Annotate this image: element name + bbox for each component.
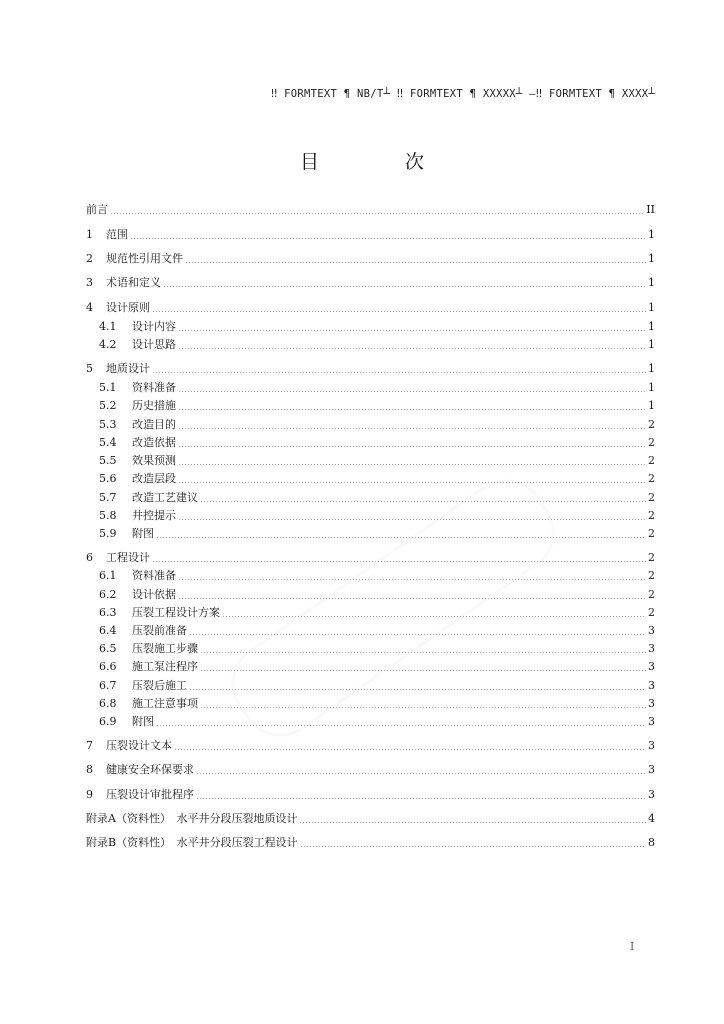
toc-entry-label: 工程设计	[106, 551, 150, 564]
toc-entry-title	[99, 509, 176, 523]
toc-leader-dots	[152, 561, 646, 562]
toc-entry-title	[86, 836, 298, 850]
toc-entry-title	[99, 399, 176, 413]
toc-entry-page: 3	[648, 660, 655, 673]
page-number: I	[630, 940, 635, 953]
toc-entry-title	[99, 454, 176, 468]
toc-entry-page: 3	[648, 624, 655, 637]
toc-entry-title	[86, 763, 194, 777]
toc-entry-title	[99, 491, 198, 505]
toc-leader-dots	[178, 446, 646, 447]
toc-entry-title	[99, 418, 176, 432]
toc-entry-title	[99, 527, 154, 541]
toc-leader-dots	[200, 670, 646, 671]
toc-entry-page: II	[646, 203, 655, 216]
toc-entry-title	[99, 660, 198, 674]
toc-leader-dots	[185, 262, 646, 263]
toc-entry-page: 8	[648, 836, 655, 849]
toc-entry[interactable]	[99, 470, 655, 486]
toc-entry-number: 7	[86, 739, 93, 752]
toc-entry[interactable]	[86, 737, 655, 753]
toc-leader-dots	[178, 579, 646, 580]
toc-entry-title	[99, 624, 187, 638]
toc-entry-title	[99, 642, 198, 656]
toc-entry-page: 1	[648, 228, 655, 241]
toc-leader-dots	[299, 822, 646, 823]
toc-entry-page: 3	[648, 788, 655, 801]
toc-entry[interactable]	[99, 695, 655, 711]
toc-entry-label: 资料准备	[132, 381, 176, 394]
toc-entry-label: 资料准备	[132, 569, 176, 582]
toc-entry-label: 术语和定义	[106, 276, 161, 289]
toc-leader-dots	[178, 598, 646, 599]
toc-entry-label: 压裂设计文本	[106, 739, 172, 752]
toc-leader-dots	[300, 846, 646, 847]
toc-entry[interactable]	[99, 379, 655, 395]
toc-entry[interactable]	[86, 810, 655, 826]
toc-entry[interactable]	[99, 416, 655, 432]
toc-entry-page: 2	[648, 527, 655, 540]
toc-entry[interactable]	[86, 834, 655, 850]
toc-entry-number: 6.4	[99, 624, 117, 637]
toc-entry-label: 压裂后施工	[132, 679, 187, 692]
toc-entry-number: 3	[86, 276, 93, 289]
toc-entry-page: 1	[648, 301, 655, 314]
toc-entry-title	[86, 362, 150, 376]
toc-leader-dots	[156, 725, 646, 726]
toc-leader-dots	[110, 213, 644, 214]
toc-entry-page: 2	[648, 472, 655, 485]
toc-entry-label: 压裂施工步骤	[132, 642, 198, 655]
toc-entry-page: 2	[648, 551, 655, 564]
toc-entry-title	[99, 338, 176, 352]
toc-leader-dots	[178, 348, 646, 349]
toc-entry-title	[99, 569, 176, 583]
toc-leader-dots	[178, 428, 646, 429]
toc-entry-label: 附图	[132, 715, 154, 728]
toc-entry-number: 4.2	[99, 338, 117, 351]
toc-leader-dots	[196, 798, 646, 799]
toc-entry-page: 2	[648, 509, 655, 522]
toc-entry-title	[86, 788, 194, 802]
toc-leader-dots	[178, 464, 646, 465]
toc-entry-number: 5.6	[99, 472, 117, 485]
toc-entry-number: 5.7	[99, 491, 117, 504]
toc-entry-page: 3	[648, 763, 655, 776]
toc-entry-number: 5	[86, 362, 93, 375]
toc-entry-title	[99, 679, 187, 693]
toc-entry-label: 地质设计	[106, 362, 150, 375]
toc-entry-page: 2	[648, 569, 655, 582]
toc-entry[interactable]	[86, 274, 655, 290]
toc-entry-number: 4.1	[99, 320, 117, 333]
toc-entry-number: 9	[86, 788, 93, 801]
toc-entry-page: 2	[648, 418, 655, 431]
toc-entry[interactable]	[99, 434, 655, 450]
toc-entry-title	[86, 228, 128, 242]
toc-leader-dots	[200, 501, 646, 502]
toc-entry-number: 6.2	[99, 588, 117, 601]
toc-entry-page: 3	[648, 739, 655, 752]
toc-entry[interactable]	[99, 336, 655, 352]
toc-entry[interactable]	[99, 318, 655, 334]
toc-entry-title	[99, 381, 176, 395]
toc-entry[interactable]	[99, 452, 655, 468]
toc-entry-label: 效果预测	[132, 454, 176, 467]
toc-leader-dots	[178, 391, 646, 392]
toc-entry-number: 6.3	[99, 606, 117, 619]
toc-entry-label: 范围	[106, 228, 128, 241]
toc-entry-label: 改造依据	[132, 436, 176, 449]
toc-entry[interactable]	[99, 397, 655, 413]
toc-entry-page: 2	[648, 491, 655, 504]
toc-entry-number: 1	[86, 228, 93, 241]
toc-entry-page: 1	[648, 381, 655, 394]
toc-entry-number: 5.9	[99, 527, 117, 540]
toc-entry-page: 3	[648, 642, 655, 655]
toc-entry[interactable]	[86, 226, 655, 242]
toc-entry-page: 1	[648, 252, 655, 265]
toc-entry[interactable]	[86, 549, 655, 565]
toc-entry-label: 改造工艺建议	[132, 491, 198, 504]
toc-entry[interactable]	[99, 658, 655, 674]
toc-entry-title	[99, 436, 176, 450]
toc-entry[interactable]	[99, 489, 655, 505]
toc-entry-number: 6.8	[99, 697, 117, 710]
toc-entry-title	[86, 301, 150, 315]
toc-entry-page: 2	[648, 588, 655, 601]
toc-leader-dots	[196, 773, 646, 774]
toc-entry-page: 2	[648, 436, 655, 449]
toc-entry-title	[99, 697, 198, 711]
toc-entry-number: 6.7	[99, 679, 117, 692]
toc-leader-dots	[152, 372, 646, 373]
toc-entry[interactable]	[99, 677, 655, 693]
toc-entry-label: 附图	[132, 527, 154, 540]
toc-entry[interactable]	[99, 567, 655, 583]
toc-entry-label: 设计内容	[132, 320, 176, 333]
toc-entry-number: 8	[86, 763, 93, 776]
toc-leader-dots	[130, 238, 646, 239]
toc-entry-title	[86, 739, 172, 753]
toc-entry[interactable]	[86, 299, 655, 315]
toc-entry-number: 6.9	[99, 715, 117, 728]
toc-leader-dots	[189, 634, 646, 635]
page-title: 目 次	[299, 151, 465, 173]
toc-entry-page: 3	[648, 697, 655, 710]
toc-entry-label: 附录B（资料性） 水平井分段压裂工程设计	[86, 836, 298, 849]
toc-entry-title	[99, 320, 176, 334]
toc-leader-dots	[222, 616, 646, 617]
toc-leader-dots	[178, 519, 646, 520]
toc-entry-number: 6.6	[99, 660, 117, 673]
toc-entry-page: 1	[648, 362, 655, 375]
toc-entry-title	[99, 588, 176, 602]
toc-entry-title	[86, 203, 108, 217]
toc-entry-number: 5.8	[99, 509, 117, 522]
document-header: ‼ FORMTEXT ¶ NB/T┴ ‼ FORMTEXT ¶ XXXXX┴ —‼ FORMTEXT ¶ XXXX┴	[270, 88, 655, 100]
toc-entry[interactable]	[99, 622, 655, 638]
toc-entry[interactable]	[86, 201, 655, 217]
toc-leader-dots	[178, 330, 646, 331]
toc-entry[interactable]	[86, 250, 655, 266]
toc-entry-label: 压裂设计审批程序	[106, 788, 194, 801]
toc-entry-number: 4	[86, 301, 93, 314]
toc-entry-title	[86, 252, 183, 266]
toc-leader-dots	[189, 689, 646, 690]
toc-entry-number: 6.1	[99, 569, 117, 582]
toc-entry-number: 5.4	[99, 436, 117, 449]
toc-entry-page: 3	[648, 679, 655, 692]
toc-entry-label: 规范性引用文件	[106, 252, 183, 265]
toc-entry-label: 设计思路	[132, 338, 176, 351]
toc-entry-label: 改造目的	[132, 418, 176, 431]
toc-leader-dots	[200, 652, 646, 653]
toc-entry-page: 1	[648, 338, 655, 351]
toc-leader-dots	[163, 286, 646, 287]
toc-entry-page: 2	[648, 606, 655, 619]
toc-entry-number: 6.5	[99, 642, 117, 655]
toc-entry-label: 改造层段	[132, 472, 176, 485]
toc-entry-page: 3	[648, 715, 655, 728]
toc-entry-label: 压裂前准备	[132, 624, 187, 637]
toc-entry-number: 5.3	[99, 418, 117, 431]
toc-entry[interactable]	[99, 586, 655, 602]
toc-leader-dots	[152, 311, 646, 312]
toc-entry-page: 1	[648, 320, 655, 333]
toc-leader-dots	[178, 409, 646, 410]
toc-entry-label: 压裂工程设计方案	[132, 606, 220, 619]
toc-leader-dots	[200, 707, 646, 708]
toc-entry-number: 5.5	[99, 454, 117, 467]
toc-entry[interactable]	[99, 713, 655, 729]
toc-entry-label: 历史措施	[132, 399, 176, 412]
toc-entry[interactable]	[99, 640, 655, 656]
toc-entry-title	[86, 551, 150, 565]
toc-entry-number: 5.1	[99, 381, 117, 394]
toc-entry-label: 附录A（资料性） 水平井分段压裂地质设计	[86, 812, 298, 825]
toc-entry-label: 健康安全环保要求	[106, 763, 194, 776]
toc-entry-number: 2	[86, 252, 93, 265]
toc-entry-title	[86, 812, 297, 826]
toc-entry-label: 前言	[86, 203, 108, 216]
toc-entry-title	[99, 715, 154, 729]
toc-entry-label: 井控提示	[132, 509, 176, 522]
toc-entry[interactable]	[99, 507, 655, 523]
toc-entry[interactable]	[86, 786, 655, 802]
toc-entry-label: 设计依据	[132, 588, 176, 601]
toc-leader-dots	[156, 537, 646, 538]
toc-leader-dots	[178, 482, 646, 483]
toc-entry-label: 施工泵注程序	[132, 660, 198, 673]
toc-entry-page: 1	[648, 276, 655, 289]
toc-entry-page: 2	[648, 454, 655, 467]
toc-entry-number: 5.2	[99, 399, 117, 412]
toc-entry[interactable]	[99, 604, 655, 620]
toc-entry[interactable]	[99, 525, 655, 541]
toc-entry-number: 6	[86, 551, 93, 564]
toc-entry-title	[86, 276, 161, 290]
toc-entry-label: 设计原则	[106, 301, 150, 314]
toc-entry[interactable]	[86, 761, 655, 777]
toc-leader-dots	[174, 749, 646, 750]
toc-entry-title	[99, 606, 220, 620]
toc-entry-title	[99, 472, 176, 486]
toc-entry-page: 4	[648, 812, 655, 825]
toc-entry[interactable]	[86, 360, 655, 376]
toc-entry-page: 1	[648, 399, 655, 412]
toc-entry-label: 施工注意事项	[132, 697, 198, 710]
